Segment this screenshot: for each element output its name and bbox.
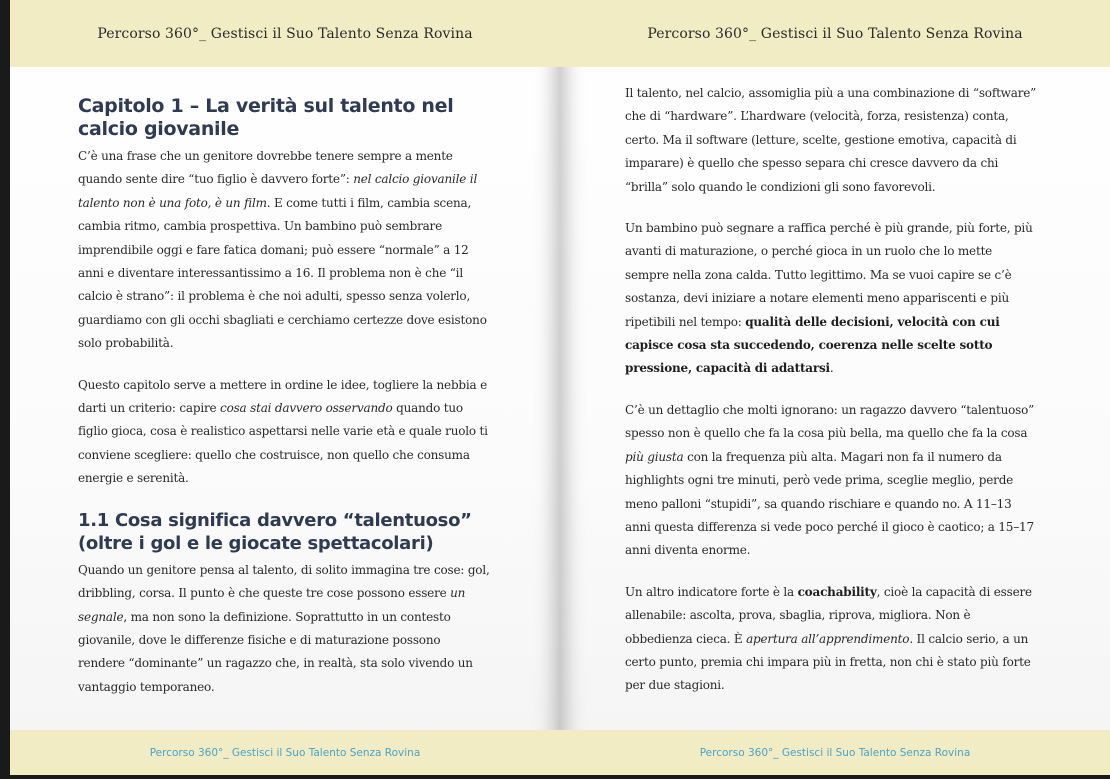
bold-text: coachability (797, 584, 877, 599)
page-header (10, 0, 560, 67)
book-spread (10, 0, 1110, 775)
paragraph: C’è un dettaglio che molti ignorano: un ragazzo davvero “talentuoso” spesso non è quello che fa la cosa più bella, ma quello che fa la cosa più giusta con la frequenza più alta. Magari non fa il numero da highlights ogni tre minuti, però vede prima, sceglie meglio, perde meno palloni “stupidi”, sa quando rischiare e quando no. A 11–13 anni questa differenza si vede poco perché il gioco è caotico; a 15–17 anni diventa enorme. (625, 402, 1035, 558)
paragraph: Un bambino può segnare a raffica perché è più grande, più forte, più avanti di maturazione, o perché gioca in un ruolo che lo mette sempre nella zona calda. Tutto legittimo. Ma se vuoi capire se c’è sostanza, devi iniziare a notare elementi meno appariscenti e più ripetibili nel tempo: qualità delle decisioni, velocità con cui capisce cosa sta succedendo, coerenza nelle scelte sotto pressione, capacità di adattarsi. (625, 221, 1033, 376)
header-title: Percorso 360°_ Gestisci il Suo Talento Senza Rovina (647, 25, 1023, 42)
emphasis: più giusta (625, 449, 684, 464)
page-content (625, 82, 1037, 716)
emphasis: apertura all’apprendimento (746, 631, 910, 646)
paragraph: Il talento, nel calcio, assomiglia più a una combinazione di “software” che di “hardware”. L’hardware (velocità, forza, resistenza) conta, certo. Ma il software (letture, scelte, gestione emotiva, capacità di imparare) è quello che spesso separa chi cresce davvero da chi “brilla” solo quando le condizioni gli sono favorevoli. (625, 86, 1037, 194)
emphasis: nel calcio giovanile il talento non è una foto, è un film (78, 172, 478, 210)
header-title: Percorso 360°_ Gestisci il Suo Talento Senza Rovina (97, 25, 473, 42)
right-page (560, 0, 1110, 775)
paragraph: Quando un genitore pensa al talento, di solito immagina tre cose: gol, dribbling, corsa. Il punto è che queste tre cose possono essere un segnale, ma non sono la definizione. Soprattutto in un contesto giovanile, dove le differenze fisiche e di maturazione possono rendere “dominante” un ragazzo che, in realtà, sta solo vivendo un vantaggio temporaneo. (78, 562, 490, 694)
paragraph: Questo capitolo serve a mettere in ordine le idee, togliere la nebbia e darti un criterio: capire cosa stai davvero osservando quando tuo figlio gioca, cosa è realistico aspettarsi nelle varie età e quale ruolo ti conviene scegliere: quello che costruisce, non quello che consuma energie e serenità. (78, 377, 488, 486)
page-header (560, 0, 1110, 67)
footer-title: Percorso 360°_ Gestisci il Suo Talento Senza Rovina (149, 746, 421, 759)
section-title: 1.1 Cosa significa davvero “talentuoso” (oltre i gol e le giocate spettacolari) (78, 509, 472, 554)
page-footer (560, 730, 1110, 775)
footer-title: Percorso 360°_ Gestisci il Suo Talento Senza Rovina (699, 746, 971, 759)
emphasis: cosa stai davvero osservando (220, 401, 393, 416)
page-footer (10, 730, 560, 775)
page-content (78, 90, 490, 717)
chapter-title: Capitolo 1 – La verità sul talento nel calcio giovanile (78, 95, 454, 140)
paragraph: Un altro indicatore forte è la coachability, cioè la capacità di essere allenabile: ascolta, prova, sbaglia, riprova, migliora. Non è obbedienza cieca. È apertura all’apprendimento. Il calcio serio, a un certo punto, premia chi impara più in fretta, non chi è stato più forte per due stagioni. (625, 584, 1032, 693)
left-page (10, 0, 560, 775)
paragraph: C’è una frase che un genitore dovrebbe tenere sempre a mente quando sente dire “tuo figlio è davvero forte”: nel calcio giovanile il talento non è una foto, è un film. E come tutti i film, cambia scena, cambia ritmo, cambia prospettiva. Un bambino può sembrare imprendibile oggi e fare fatica domani; può essere “normale” a 12 anni e diventare interessantissimo a 16. Il problema non è che “il calcio è strano”: il problema è che noi adulti, spesso senza volerlo, guardiamo con gli occhi sbagliati e cerchiamo certezze dove esistono solo probabilità. (78, 149, 487, 351)
emphasis: un segnale (78, 586, 466, 624)
bold-text: qualità delle decisioni, velocità con cui capisce cosa sta succedendo, coerenza nelle scelte sotto pressione, capacità di adattarsi (625, 314, 1000, 376)
